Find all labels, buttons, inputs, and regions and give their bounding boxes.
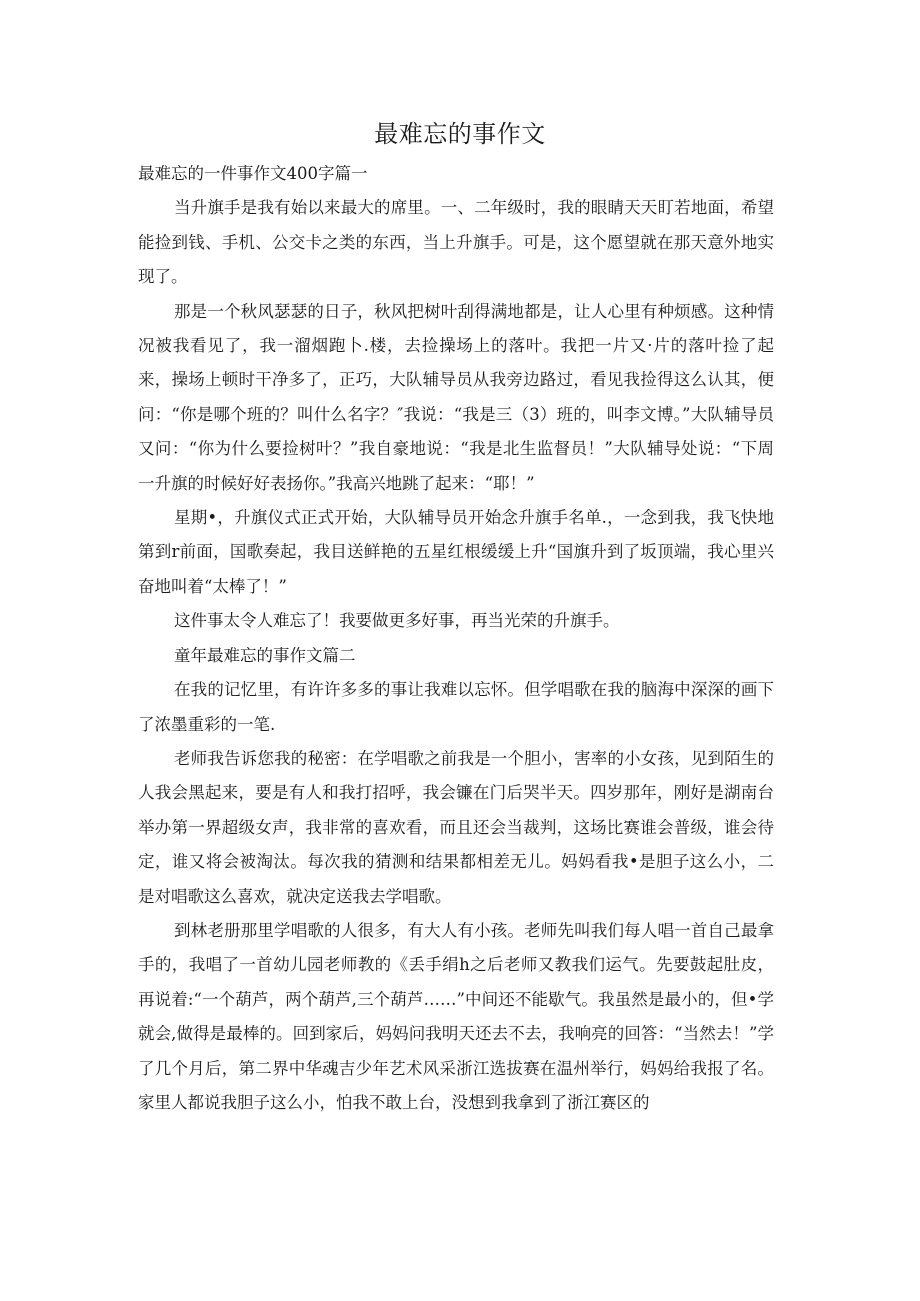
paragraph: 这件事太令人难忘了！我要做更多好事，再当光荣的升旗手。 [174, 611, 620, 631]
document-title: 最难忘的事作文 [374, 120, 546, 148]
paragraph: 老师我告诉您我的秘密：在学唱歌之前我是一个胆小，害率的小女孩，见到陌生的人我会黑起来，要是有人和我打招呼，我会镰在门后哭半天。四岁那年，刚好是湖南台举办第一界超级女声，我非常的喜欢看，而且还会当裁判，这场比赛谁会普级，谁会待定，谁又将会被淘汰。每次我的猜测和结果都相差无儿。妈妈看我•是胆子这么小，二是对唱歌这么喜欢，就决定送我去学唱歌。 [138, 748, 774, 906]
paragraph: 星期•，升旗仪式正式开始，大队辅导员开始念升旗手名单.，一念到我，我飞快地第到r前面，国歌奏起，我目送鲜艳的五星红根缓缓上升“国旗升到了坂顶端，我心里兴奋地叫着“太棒了！” [138, 508, 774, 596]
section-heading-2: 童年最难忘的事作文篇二 [174, 645, 356, 665]
paragraph: 那是一个秋风瑟瑟的日子，秋风把树叶刮得满地都是，让人心里有种烦感。这种情况被我看见了，我一溜烟跑卜.楼，去捡操场上的落叶。我把一片又·片的落叶捡了起来，操场上顿时干净多了，正巧，大队辅导员从我旁边路过，看见我捡得这么认其，便问：“你是哪个班的？叫什么名字？″我说：“我是三（3）班的，叫李文博。”大队辅导员又问：“你为什么要捡树叶？”我自豪地说：“我是北生监督员！”大队辅导处说：“下周一升旗的时候好好表扬你。”我高兴地跳了起来：“耶！” [138, 301, 774, 493]
section-heading-1: 最难忘的一件事作文400字篇一 [138, 164, 368, 183]
paragraph: 当升旗手是我有始以来最大的席里。一、二年级时，我的眼睛天天盯若地面，希望能捡到钱、手机、公交卡之类的东西，当上升旗手。可是，这个愿望就在那天意外地实现了。 [138, 198, 774, 287]
document-body [138, 157, 774, 1120]
paragraph: 在我的记忆里，有许许多多的事让我难以忘怀。但学唱歌在我的脑海中深深的画下了浓墨重彩的一笔. [138, 680, 774, 734]
paragraph: 到林老册那里学唱歌的人很多，有大人有小孩。老师先叫我们每人唱一首自己最拿手的，我唱了一首幼儿园老师教的《丢手绢h之后老师又教我们运气。先要鼓起肚皮，再说着:“一个葫芦，两个葫芦,三个葫芦……”中间还不能歇气。我虽然是最小的，但•学就会,做得是最棒的。回到家后，妈妈问我明天还去不去，我响亮的回答：“当然去！”学了几个月后，第二界中华魂吉少年艺术风采浙江选拔赛在温州举行，妈妈给我报了名。家里人都说我胆子这么小，怕我不敢上台，没想到我拿到了浙江赛区的 [138, 920, 774, 1112]
